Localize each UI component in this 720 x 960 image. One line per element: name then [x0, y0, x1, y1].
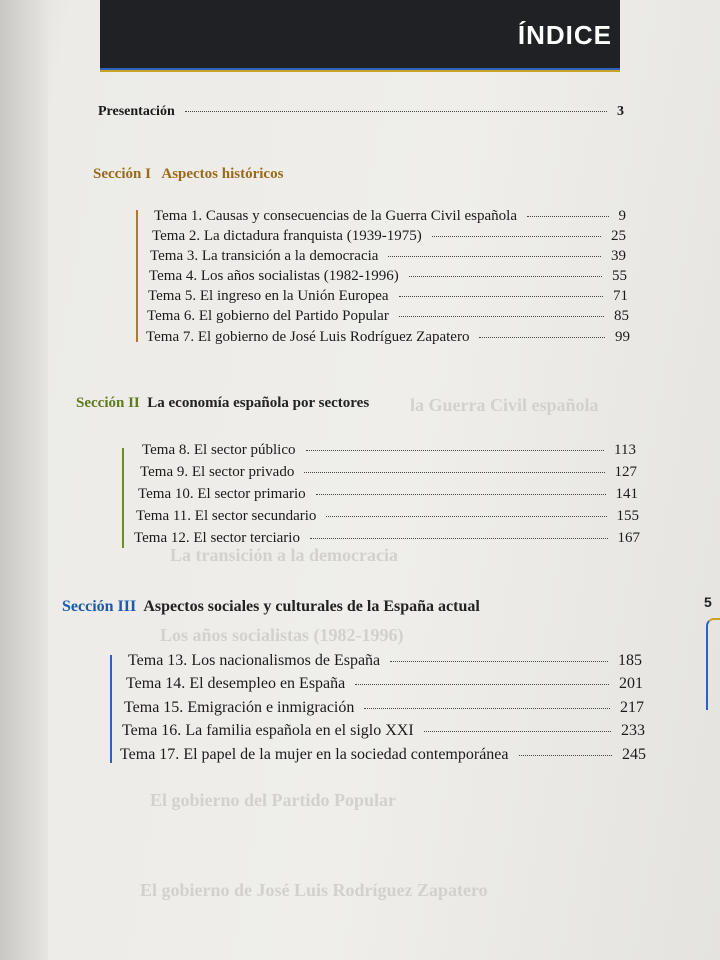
page-number: 127 [614, 464, 637, 480]
leader-dots [519, 755, 613, 756]
leader-dots [390, 661, 608, 662]
page-number: 233 [621, 722, 645, 739]
toc-entry [126, 675, 643, 693]
section-bar [136, 210, 138, 342]
section-title: La economía española por sectores [147, 395, 370, 411]
section-heading [76, 395, 369, 412]
entry-title: Causas y consecuencias de la Guerra Civil española [205, 208, 517, 224]
leader-dots [409, 276, 602, 277]
entry-title: El desempleo en España [189, 675, 346, 692]
section-number: Sección I [93, 166, 151, 182]
leader-dots [432, 236, 601, 237]
leader-dots [364, 708, 610, 709]
page-number: 3 [617, 104, 624, 119]
page-number: 245 [622, 746, 646, 763]
toc-entry [154, 208, 626, 225]
toc-presentation [98, 104, 624, 120]
section-title: Aspectos históricos [161, 166, 284, 182]
leader-dots [399, 296, 603, 297]
book-gutter [0, 0, 48, 960]
section-bar [122, 448, 124, 548]
toc-entry [134, 530, 640, 547]
leader-dots [304, 472, 604, 473]
tema-label: Tema 9. [140, 464, 189, 480]
tema-label: Tema 6. [147, 308, 196, 324]
page-number: 71 [613, 288, 628, 304]
tema-label: Tema 14. [126, 675, 186, 692]
entry-title: Emigración e inmigración [187, 699, 355, 716]
tema-label: Tema 10. [138, 486, 194, 502]
toc-entry [147, 308, 629, 325]
page-number: 25 [611, 228, 626, 244]
tema-label: Tema 12. [134, 530, 190, 546]
leader-dots [399, 316, 604, 317]
page-number: 155 [616, 508, 639, 524]
leader-dots [424, 731, 611, 732]
page-number: 85 [614, 308, 629, 324]
entry-title: El gobierno de José Luis Rodríguez Zapatero [197, 329, 470, 345]
toc-entry [124, 699, 644, 717]
toc-entry [150, 248, 626, 265]
section-title: Aspectos sociales y culturales de la España actual [143, 598, 480, 615]
entry-title: La familia española en el siglo XXI [185, 722, 414, 739]
leader-dots [355, 684, 609, 685]
show-through-text: La transición a la democracia [170, 545, 398, 565]
tema-label: Tema 16. [122, 722, 182, 739]
page-number: 113 [614, 442, 636, 458]
tema-label: Tema 4. [149, 268, 198, 284]
header-rule [100, 70, 620, 72]
section-number: Sección II [76, 395, 140, 411]
page-number: 185 [618, 652, 642, 669]
entry-title: Los años socialistas (1982-1996) [200, 268, 399, 284]
section-heading [93, 166, 283, 183]
presentation-label: Presentación [98, 104, 175, 119]
tema-label: Tema 3. [150, 248, 199, 264]
page-number: 201 [619, 675, 643, 692]
toc-entry [142, 442, 636, 459]
toc-entry [122, 722, 645, 740]
leader-dots [316, 494, 606, 495]
toc-entry [149, 268, 627, 285]
show-through-text: El gobierno del Partido Popular [150, 790, 397, 810]
toc-entry [152, 228, 626, 245]
leader-dots [388, 256, 601, 257]
entry-title: Los nacionalismos de España [191, 652, 381, 669]
leader-dots [185, 111, 607, 112]
page-number: 167 [617, 530, 640, 546]
toc-entry [146, 329, 630, 346]
toc-entry [140, 464, 637, 481]
toc-entry [138, 486, 638, 503]
page-number: 99 [615, 329, 630, 345]
tema-label: Tema 17. [120, 746, 180, 763]
tema-label: Tema 5. [148, 288, 197, 304]
entry-title: El sector primario [197, 486, 306, 502]
tema-label: Tema 8. [142, 442, 191, 458]
leader-dots [479, 337, 605, 338]
section-number: Sección III [62, 598, 137, 615]
tema-label: Tema 2. [152, 228, 201, 244]
toc-entry [136, 508, 639, 525]
entry-title: El ingreso en la Unión Europea [199, 288, 389, 304]
section-bar [110, 655, 112, 763]
margin-tab-decoration [706, 618, 720, 710]
page-number: 39 [611, 248, 626, 264]
entry-title: El sector terciario [193, 530, 300, 546]
tema-label: Tema 15. [124, 699, 184, 716]
toc-entry [120, 746, 646, 764]
page-number: 9 [618, 208, 626, 224]
show-through-text: la Guerra Civil española [410, 395, 599, 415]
leader-dots [310, 538, 608, 539]
leader-dots [326, 516, 606, 517]
leader-dots [306, 450, 605, 451]
page-number: 141 [615, 486, 638, 502]
tema-label: Tema 11. [136, 508, 192, 524]
page-title: ÍNDICE [517, 20, 612, 50]
page-number: 217 [620, 699, 644, 716]
show-through-text: Los años socialistas (1982-1996) [160, 625, 404, 645]
entry-title: El gobierno del Partido Popular [198, 308, 389, 324]
entry-title: La dictadura franquista (1939-1975) [203, 228, 422, 244]
leader-dots [527, 216, 609, 217]
entry-title: El sector secundario [194, 508, 317, 524]
toc-entry [148, 288, 628, 305]
entry-title: El sector público [193, 442, 296, 458]
page-number: 55 [612, 268, 627, 284]
section-heading [62, 598, 480, 616]
show-through-text: El gobierno de José Luis Rodríguez Zapatero [140, 880, 488, 900]
entry-title: La transición a la democracia [201, 248, 379, 264]
tema-label: Tema 7. [146, 329, 195, 345]
toc-entry [128, 652, 642, 670]
tema-label: Tema 1. [154, 208, 203, 224]
tema-label: Tema 13. [128, 652, 188, 669]
entry-title: El papel de la mujer en la sociedad contemporánea [183, 746, 509, 763]
entry-title: El sector privado [191, 464, 295, 480]
margin-page-number: 5 [704, 594, 712, 610]
